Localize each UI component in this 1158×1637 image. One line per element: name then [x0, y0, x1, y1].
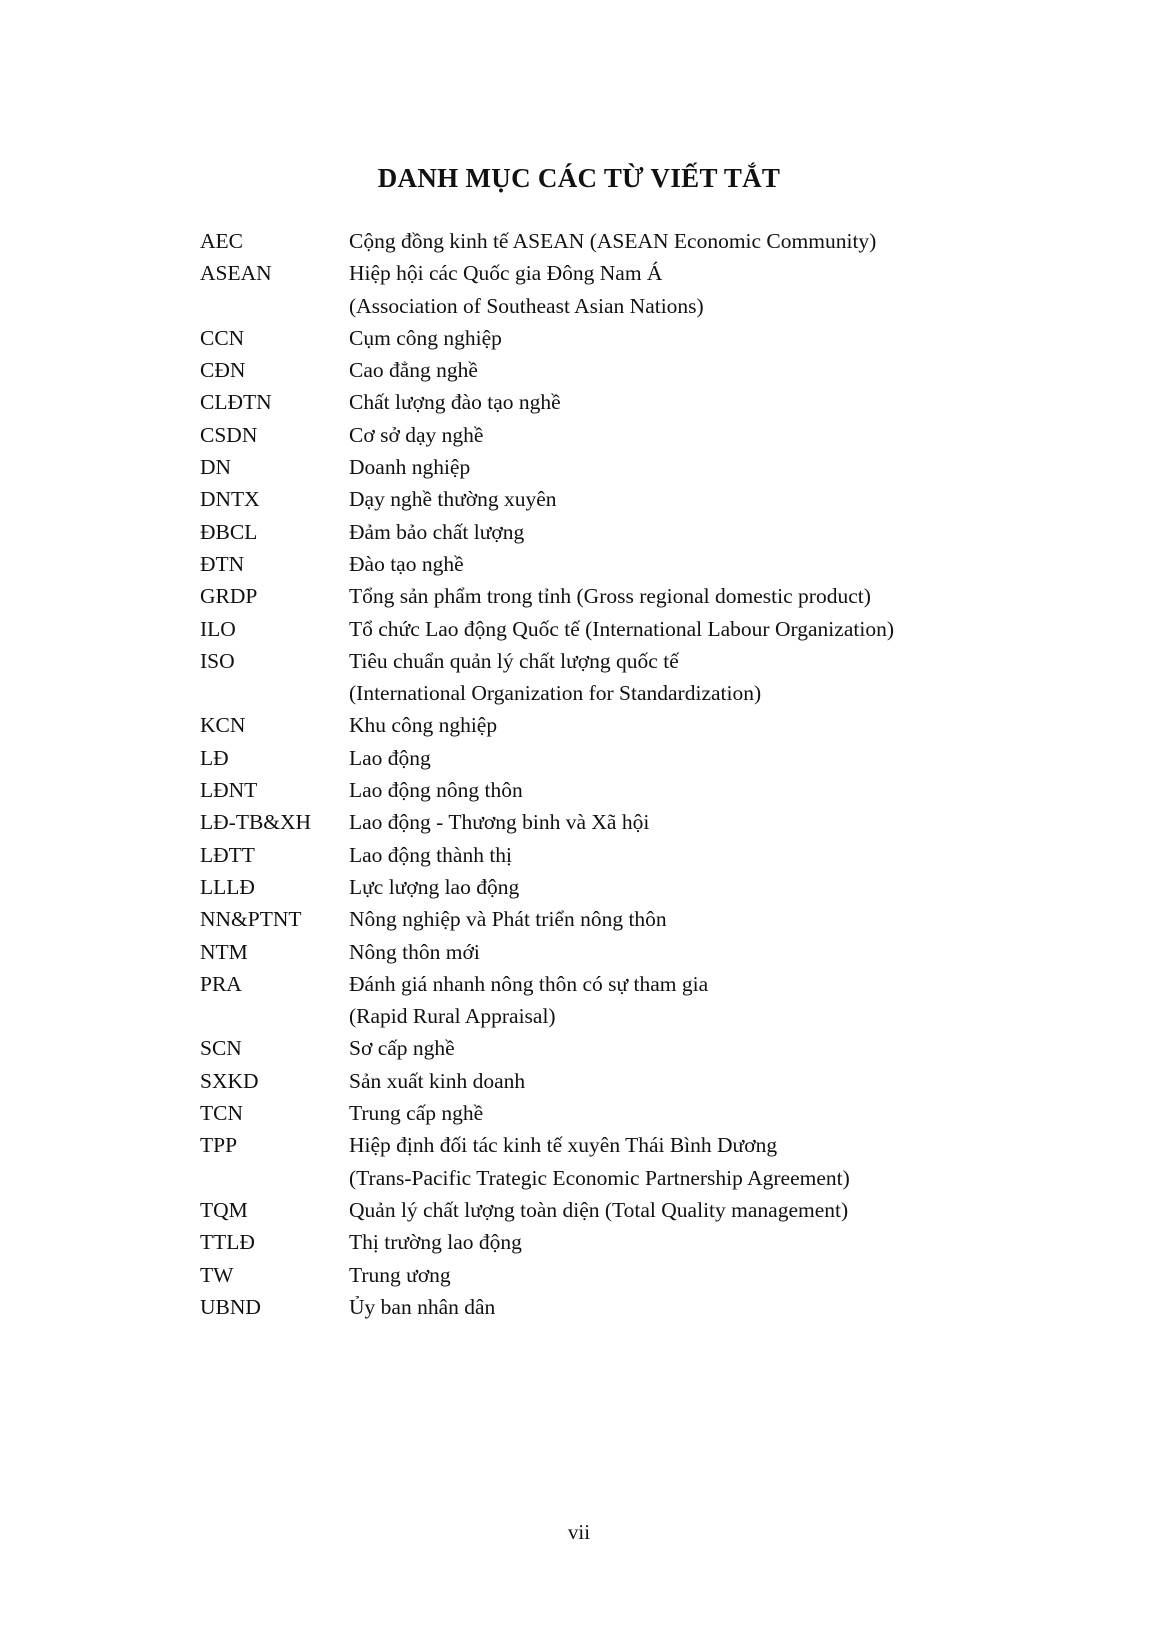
- abbreviation-row: [200, 257, 980, 289]
- abbreviation-row: [200, 386, 980, 418]
- abbreviation: LĐTT: [200, 842, 255, 867]
- abbreviation: KCN: [200, 713, 246, 738]
- abbreviation-meaning: Trung ương: [349, 1262, 451, 1287]
- abbreviation-meaning: Nông nghiệp và Phát triển nông thôn: [349, 907, 667, 932]
- abbreviation-meaning: Lao động thành thị: [349, 842, 513, 867]
- abbreviation: CLĐTN: [200, 390, 272, 415]
- abbreviation-meaning: Đào tạo nghề: [349, 551, 464, 576]
- abbreviation: TPP: [200, 1133, 238, 1158]
- abbreviation-row: [200, 354, 980, 386]
- abbreviation: ISO: [200, 648, 235, 673]
- abbreviation-row: [200, 1291, 980, 1323]
- abbreviation-row: [200, 1032, 980, 1064]
- abbreviation-meaning: Đảm bảo chất lượng: [349, 519, 525, 544]
- abbreviation-meaning: Cụm công nghiệp: [349, 325, 502, 350]
- abbreviation: ILO: [200, 616, 236, 641]
- abbreviation-row: [200, 806, 980, 838]
- abbreviation-meaning: Cao đẳng nghề: [349, 358, 478, 383]
- abbreviation-row: [200, 677, 980, 709]
- abbreviation-row: [200, 613, 980, 645]
- abbreviation-row: [200, 322, 980, 354]
- abbreviation-meaning: Hiệp định đối tác kinh tế xuyên Thái Bình Dương: [349, 1133, 778, 1158]
- abbreviation: LĐNT: [200, 778, 258, 803]
- abbreviation-meaning: Hiệp hội các Quốc gia Đông Nam Á: [349, 261, 663, 286]
- abbreviation-meaning: Chất lượng đào tạo nghề: [349, 390, 561, 415]
- abbreviation-row: [200, 742, 980, 774]
- abbreviation: TW: [200, 1262, 234, 1287]
- abbreviation-meaning: Đánh giá nhanh nông thôn có sự tham gia: [349, 971, 709, 996]
- abbreviation-row: [200, 774, 980, 806]
- abbreviation-meaning: Lực lượng lao động: [349, 874, 520, 899]
- abbreviation-row: [200, 1226, 980, 1258]
- abbreviation-meaning: Cơ sở dạy nghề: [349, 422, 484, 447]
- abbreviation-meaning: Doanh nghiệp: [349, 455, 471, 480]
- abbreviation-row: [200, 871, 980, 903]
- abbreviation: ĐTN: [200, 551, 245, 576]
- abbreviation-meaning: Sản xuất kinh doanh: [349, 1068, 526, 1093]
- abbreviation-row: [200, 1194, 980, 1226]
- abbreviation: [200, 1162, 349, 1194]
- abbreviation: UBND: [200, 1294, 261, 1319]
- abbreviation: [200, 1000, 349, 1032]
- abbreviation-meaning: Trung cấp nghề: [349, 1101, 484, 1126]
- abbreviation: GRDP: [200, 584, 258, 609]
- abbreviation-row: [200, 1259, 980, 1291]
- abbreviation-row: [200, 645, 980, 677]
- abbreviation-meaning: Nông thôn mới: [349, 939, 480, 964]
- abbreviation: CCN: [200, 325, 245, 350]
- abbreviation: SXKD: [200, 1068, 259, 1093]
- abbreviation-meaning: Lao động nông thôn: [349, 778, 523, 803]
- abbreviation-meaning: Cộng đồng kinh tế ASEAN (ASEAN Economic Community): [349, 229, 877, 253]
- abbreviation-meaning: (Rapid Rural Appraisal): [349, 1004, 556, 1029]
- abbreviation-meaning: Khu công nghiệp: [349, 713, 498, 738]
- abbreviation: AEC: [200, 229, 243, 253]
- abbreviation: TQM: [200, 1197, 248, 1222]
- abbreviation-meaning: Sơ cấp nghề: [349, 1036, 455, 1061]
- abbreviation-row: [200, 903, 980, 935]
- abbreviation-meaning: (Trans-Pacific Trategic Economic Partnership Agreement): [349, 1165, 850, 1190]
- abbreviation-row: [200, 548, 980, 580]
- abbreviation-row: [200, 516, 980, 548]
- abbreviation: CSDN: [200, 422, 258, 447]
- abbreviation-meaning: Tiêu chuẩn quản lý chất lượng quốc tế: [349, 648, 679, 673]
- abbreviation-meaning: Tổng sản phẩm trong tỉnh (Gross regional domestic product): [349, 584, 871, 609]
- abbreviation: LLLĐ: [200, 874, 255, 899]
- abbreviation-row: [200, 968, 980, 1000]
- abbreviation-meaning: Ủy ban nhân dân: [349, 1294, 496, 1319]
- abbreviation: [200, 677, 349, 709]
- abbreviation: LĐ-TB&XH: [200, 810, 312, 835]
- abbreviation: NN&PTNT: [200, 907, 302, 932]
- abbreviation-row: [200, 580, 980, 612]
- abbreviation-row: [200, 290, 980, 322]
- abbreviation-row: [200, 1129, 980, 1161]
- abbreviation-meaning: Lao động - Thương binh và Xã hội: [349, 810, 650, 835]
- abbreviation-meaning: Dạy nghề thường xuyên: [349, 487, 557, 512]
- abbreviation-meaning: (International Organization for Standardization): [349, 681, 762, 706]
- page-title: DANH MỤC CÁC TỪ VIẾT TẮT: [377, 163, 781, 193]
- abbreviation: DNTX: [200, 487, 260, 512]
- abbreviation-row: [200, 451, 980, 483]
- abbreviation: ĐBCL: [200, 519, 258, 544]
- abbreviation: [200, 290, 349, 322]
- abbreviation: ASEAN: [200, 261, 272, 286]
- abbreviation: CĐN: [200, 358, 246, 383]
- abbreviation-row: [200, 419, 980, 451]
- abbreviation-row: [200, 1162, 980, 1194]
- abbreviation-row: [200, 1000, 980, 1032]
- abbreviation: TTLĐ: [200, 1230, 255, 1255]
- abbreviation-row: [200, 936, 980, 968]
- abbreviation: DN: [200, 455, 232, 480]
- abbreviation-row: [200, 483, 980, 515]
- abbreviation-row: [200, 839, 980, 871]
- abbreviation-meaning: Thị trường lao động: [349, 1230, 522, 1255]
- abbreviation-meaning: (Association of Southeast Asian Nations): [349, 293, 704, 318]
- abbreviation-meaning: Tổ chức Lao động Quốc tế (International Labour Organization): [349, 616, 894, 641]
- abbreviation-meaning: Quản lý chất lượng toàn diện (Total Quality management): [349, 1197, 849, 1222]
- abbreviation: TCN: [200, 1101, 243, 1126]
- abbreviation-row: [200, 709, 980, 741]
- abbreviation: PRA: [200, 971, 242, 996]
- abbreviation: SCN: [200, 1036, 242, 1061]
- abbreviation-meaning: Lao động: [349, 745, 431, 770]
- abbreviation-row: [200, 1097, 980, 1129]
- abbreviation-row: [200, 1065, 980, 1097]
- abbreviation: NTM: [200, 939, 248, 964]
- page-number: vii: [567, 1520, 591, 1544]
- abbreviation-row: [200, 225, 980, 257]
- abbreviation: LĐ: [200, 745, 229, 770]
- abbreviation-list: [200, 225, 980, 1323]
